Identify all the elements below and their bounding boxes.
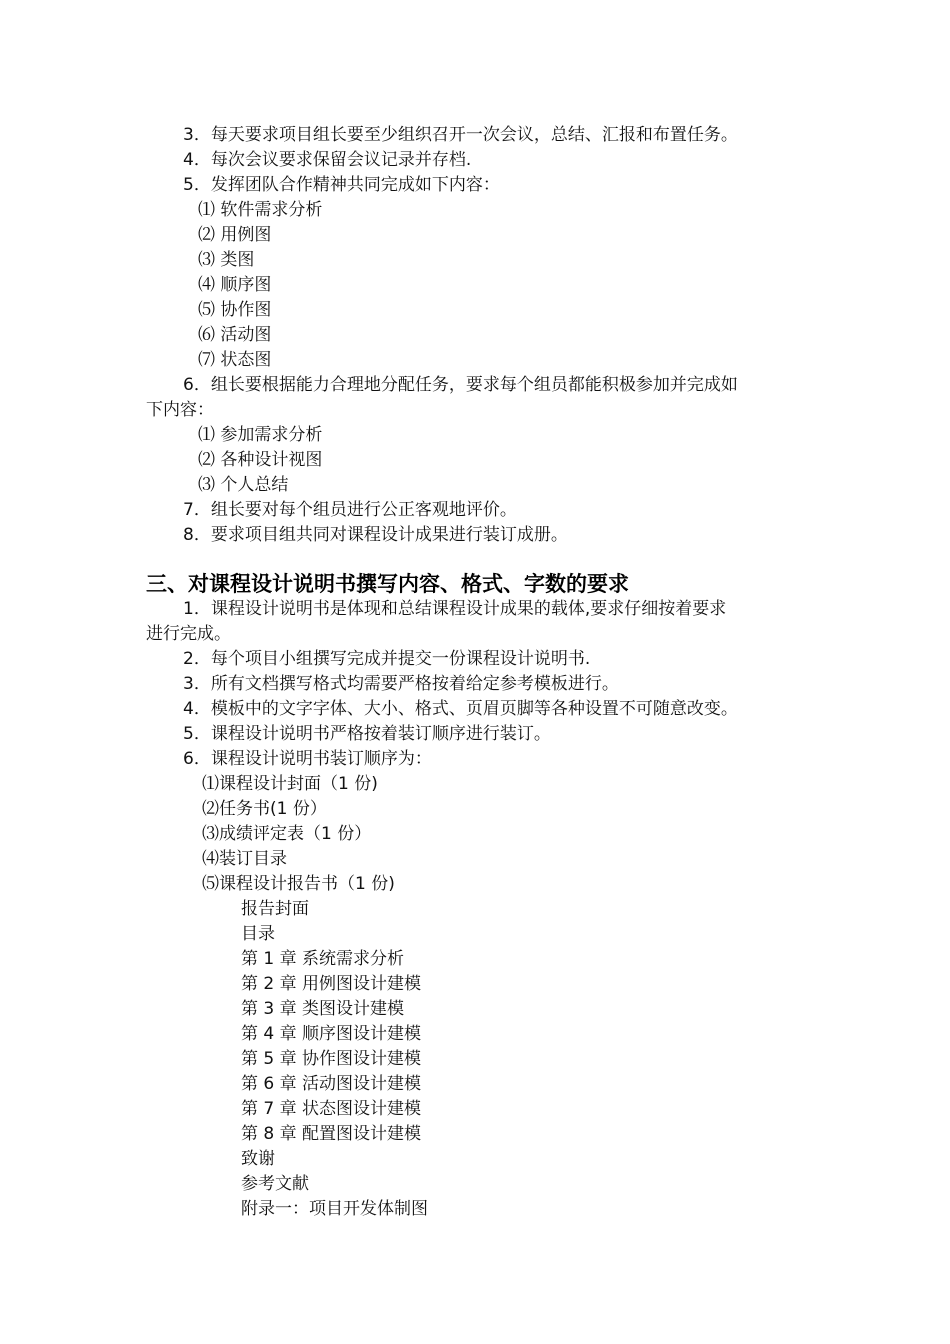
report-content-item: 附录一：项目开发体制图 [241, 1199, 428, 1219]
item-number: 3． [183, 125, 211, 145]
item-number: 5． [183, 175, 211, 195]
item-number: 7． [183, 500, 211, 520]
item-text: 发挥团队合作精神共同完成如下内容： [210, 175, 500, 195]
list-item [183, 373, 950, 398]
list-item [183, 148, 950, 173]
sub-item: ⑶ 类图 [198, 250, 255, 270]
sub-item: ⑺ 状态图 [198, 350, 272, 370]
report-content-item: 第 7 章 状态图设计建模 [241, 1099, 422, 1119]
list-item [183, 597, 950, 622]
binding-item: ⑷装订目录 [202, 849, 287, 869]
list-item [183, 697, 950, 722]
report-content-item: 第 3 章 类图设计建模 [241, 999, 405, 1019]
report-content-item: 报告封面 [241, 899, 309, 919]
item-text: 每天要求项目组长要至少组织召开一次会议，总结、汇报和布置任务。 [210, 125, 738, 145]
report-content-item: 目录 [241, 924, 275, 944]
item-text: 组长要对每个组员进行公正客观地评价。 [210, 500, 517, 520]
list-item [183, 672, 950, 697]
item-text: 所有文档撰写格式均需要严格按着给定参考模板进行。 [210, 674, 619, 694]
report-content-item: 参考文献 [241, 1174, 309, 1194]
report-content-item: 第 8 章 配置图设计建模 [241, 1124, 422, 1144]
item-text: 每个项目小组撰写完成并提交一份课程设计说明书. [210, 649, 591, 669]
item-text: 课程设计说明书严格按着装订顺序进行装订。 [210, 724, 551, 744]
item-number: 2． [183, 649, 211, 669]
item-text: 要求项目组共同对课程设计成果进行装订成册。 [210, 525, 568, 545]
item-number: 3． [183, 674, 211, 694]
item-number: 8． [183, 525, 211, 545]
list-item-continuation: 下内容： [146, 400, 214, 420]
list-item [183, 722, 950, 747]
sub-item: ⑴ 参加需求分析 [198, 425, 323, 445]
binding-item: ⑴课程设计封面（1 份) [202, 774, 378, 794]
binding-item: ⑵任务书(1 份） [202, 799, 327, 819]
item-text: 每次会议要求保留会议记录并存档. [210, 150, 472, 170]
list-item [183, 523, 950, 548]
sub-item: ⑷ 顺序图 [198, 275, 272, 295]
item-number: 1． [183, 599, 211, 619]
sub-item: ⑵ 用例图 [198, 225, 272, 245]
report-content-item: 致谢 [241, 1149, 275, 1169]
item-text: 组长要根据能力合理地分配任务，要求每个组员都能积极参加并完成如 [210, 375, 738, 395]
report-content-item: 第 4 章 顺序图设计建模 [241, 1024, 422, 1044]
list-item [183, 647, 950, 672]
list-item [183, 173, 950, 198]
item-number: 4． [183, 699, 211, 719]
item-text: 课程设计说明书是体现和总结课程设计成果的载体,要求仔细按着要求 [210, 599, 727, 619]
section-heading: 三、对课程设计说明书撰写内容、格式、字数的要求 [146, 572, 629, 596]
list-item [183, 123, 950, 148]
report-content-item: 第 2 章 用例图设计建模 [241, 974, 422, 994]
item-text: 模板中的文字字体、大小、格式、页眉页脚等各种设置不可随意改变。 [210, 699, 738, 719]
binding-item: ⑶成绩评定表（1 份） [202, 824, 372, 844]
report-content-item: 第 5 章 协作图设计建模 [241, 1049, 422, 1069]
list-item-continuation: 进行完成。 [146, 624, 231, 644]
sub-item: ⑵ 各种设计视图 [198, 450, 323, 470]
sub-item: ⑴ 软件需求分析 [198, 200, 323, 220]
item-number: 6． [183, 749, 211, 769]
report-content-item: 第 6 章 活动图设计建模 [241, 1074, 422, 1094]
item-number: 5． [183, 724, 211, 744]
list-item [183, 747, 950, 772]
item-text: 课程设计说明书装订顺序为： [210, 749, 432, 769]
binding-item: ⑸课程设计报告书（1 份) [202, 874, 395, 894]
sub-item: ⑹ 活动图 [198, 325, 272, 345]
item-number: 4． [183, 150, 211, 170]
report-content-item: 第 1 章 系统需求分析 [241, 949, 405, 969]
sub-item: ⑶ 个人总结 [198, 475, 289, 495]
sub-item: ⑸ 协作图 [198, 300, 272, 320]
list-item [183, 498, 950, 523]
item-number: 6． [183, 375, 211, 395]
